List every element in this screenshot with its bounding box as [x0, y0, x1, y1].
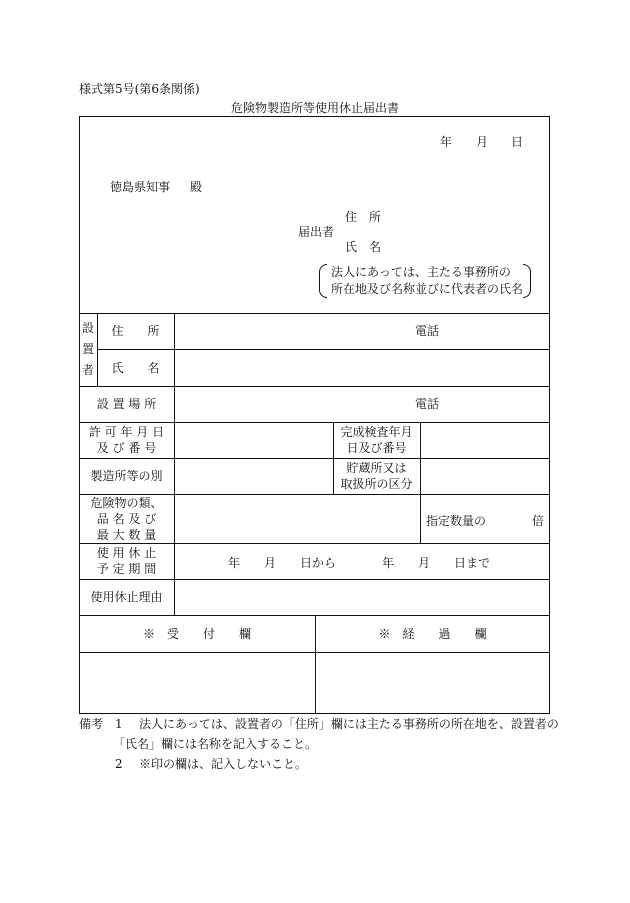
date-year: 年	[440, 135, 453, 149]
date-day: 日	[511, 135, 524, 149]
remark-2-text: ※印の欄は、記入しないこと。	[139, 757, 308, 771]
corporate-note-line1: 法人にあっては、主たる事務所の	[331, 265, 511, 279]
corporate-note	[319, 264, 531, 300]
permit-label-line2: 及 び 番 号	[96, 441, 157, 455]
suspension-period-label	[79, 543, 174, 579]
installer-name-label: 氏 名	[111, 360, 160, 375]
permit-label	[79, 422, 174, 458]
honorific: 殿	[190, 180, 203, 194]
installer-char-1: 設	[81, 321, 94, 335]
date-month: 月	[476, 135, 489, 149]
suspension-period-line1: 使 用 休 止	[96, 546, 157, 560]
remark-2-number: 2	[115, 757, 123, 771]
remarks-label: 備考	[79, 717, 104, 731]
period-to-year: 年	[382, 556, 395, 570]
document-title: 危険物製造所等使用休止届出書	[230, 101, 399, 115]
suspension-reason-label: 使用休止理由	[90, 590, 163, 604]
hazmat-label	[79, 494, 174, 543]
form-number: 様式第5号(第6条関係)	[79, 82, 200, 96]
bracket-left	[319, 264, 327, 298]
installer-address-label: 住 所	[111, 324, 160, 338]
progress-label: ※ 経 過 欄	[378, 626, 487, 641]
hazmat-label-line2: 品 名 及 び	[96, 511, 157, 526]
installer-char-2: 置	[81, 342, 94, 356]
rule-line	[174, 313, 175, 615]
installer-phone-label: 電話	[414, 324, 439, 338]
hazmat-label-line1: 危険物の類、	[90, 495, 163, 510]
designated-quantity-label: 指定数量の	[426, 514, 487, 528]
inspection-label-line1: 完成検査年月	[340, 425, 413, 439]
period-from-day: 日から	[300, 556, 337, 570]
facility-type-label: 製造所等の別	[90, 469, 163, 483]
rule-line	[420, 422, 421, 494]
permit-label-line1: 許 可 年 月 日	[88, 425, 165, 439]
storage-type-label	[333, 458, 420, 494]
period-to-month: 月	[418, 556, 431, 570]
period-from-month: 月	[264, 556, 277, 570]
suspension-period-line2: 予 定 期 間	[96, 562, 157, 576]
rule-line	[420, 494, 421, 543]
applicant-name-label: 氏 名	[345, 240, 382, 254]
installer-char-3: 者	[81, 363, 94, 377]
storage-type-label-line1: 貯蔵所又は	[346, 461, 407, 475]
location-phone-label: 電話	[414, 397, 439, 411]
period-from-year: 年	[228, 556, 241, 570]
period-to-day: 日まで	[454, 556, 491, 570]
inspection-label	[333, 422, 420, 458]
applicant-address-label: 住 所	[345, 210, 382, 224]
reception-label: ※ 受 付 欄	[142, 626, 251, 641]
applicant-label: 届出者	[298, 225, 335, 239]
location-label: 設 置 場 所	[96, 397, 157, 411]
remark-1-number: 1	[115, 717, 123, 731]
corporate-note-line2: 所在地及び名称並びに代表者の氏名	[331, 282, 524, 296]
storage-type-label-line2: 取扱所の区分	[340, 477, 413, 491]
remark-1-line1: 法人にあっては、設置者の「住所」欄には主たる事務所の所在地を、設置者の	[139, 717, 559, 731]
addressee: 徳島県知事	[110, 180, 171, 194]
installer-label	[79, 313, 97, 386]
hazmat-label-line3: 最 大 数 量	[96, 527, 157, 542]
times-label: 倍	[532, 514, 545, 528]
remark-1-line2: 「氏名」欄には名称を記入すること。	[113, 737, 318, 751]
inspection-label-line2: 日及び番号	[346, 441, 407, 455]
